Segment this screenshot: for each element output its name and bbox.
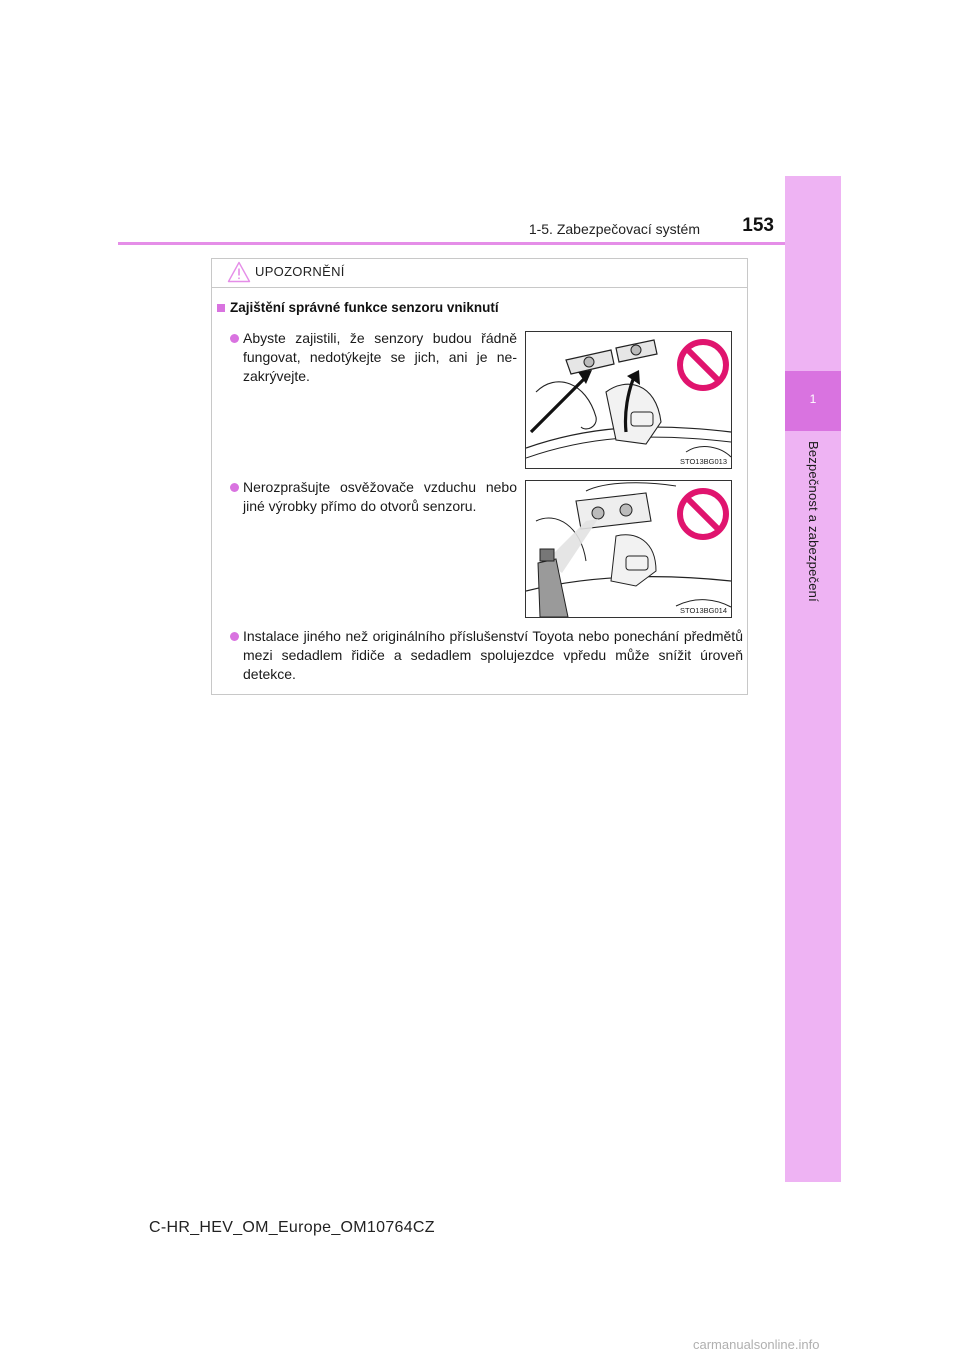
bullet-dot-icon <box>230 334 239 343</box>
square-bullet-icon <box>217 304 225 312</box>
warning-subheading-text: Zajištění správné funkce senzoru vniknutí <box>230 300 499 315</box>
chapter-side-tab <box>785 176 841 1182</box>
warning-bullet-3-text: Instalace jiného než originálního příslušenství Toyota nebo ponechání předmětů mezi sedadlem řidiče a sedadlem spolujezdce vpředu může snížit úroveň detekce. <box>243 628 743 682</box>
figure-code: STO13BG013 <box>680 457 727 466</box>
warning-box <box>211 258 748 695</box>
warning-bullet-2 <box>243 478 517 516</box>
warning-bullet-1 <box>243 329 517 386</box>
sensor-illustration-1 <box>525 331 732 469</box>
page-number: 153 <box>742 215 774 236</box>
bullet-dot-icon <box>230 483 239 492</box>
chapter-number: 1 <box>809 392 817 406</box>
warning-bullet-2-text: Nerozprašujte osvěžovače vzduchu nebo jiné výrobky přímo do otvorů senzoru. <box>243 479 517 514</box>
chapter-title: Bezpečnost a zabezpečení <box>806 441 821 602</box>
warning-bullet-3 <box>243 627 743 684</box>
figure-code: STO13BG014 <box>680 606 727 615</box>
manual-code: C-HR_HEV_OM_Europe_OM10764CZ <box>149 1219 435 1236</box>
sensor-illustration-2 <box>525 480 732 618</box>
warning-subheading <box>217 300 499 315</box>
warning-bullet-1-text: Abyste zajistili, že senzory budou řádně fungovat, nedotýkejte se jich, ani je ne-zakrývejte. <box>243 330 517 384</box>
bullet-dot-icon <box>230 632 239 641</box>
warning-header <box>212 259 747 288</box>
header-rule <box>118 242 840 245</box>
warning-title: UPOZORNĚNÍ <box>255 264 345 279</box>
watermark: carmanualsonline.info <box>693 1337 820 1352</box>
prohibition-icon <box>676 338 730 392</box>
section-title: 1-5. Zabezpečovací systém <box>528 221 700 237</box>
prohibition-icon <box>676 487 730 541</box>
warning-triangle-icon <box>227 261 251 283</box>
